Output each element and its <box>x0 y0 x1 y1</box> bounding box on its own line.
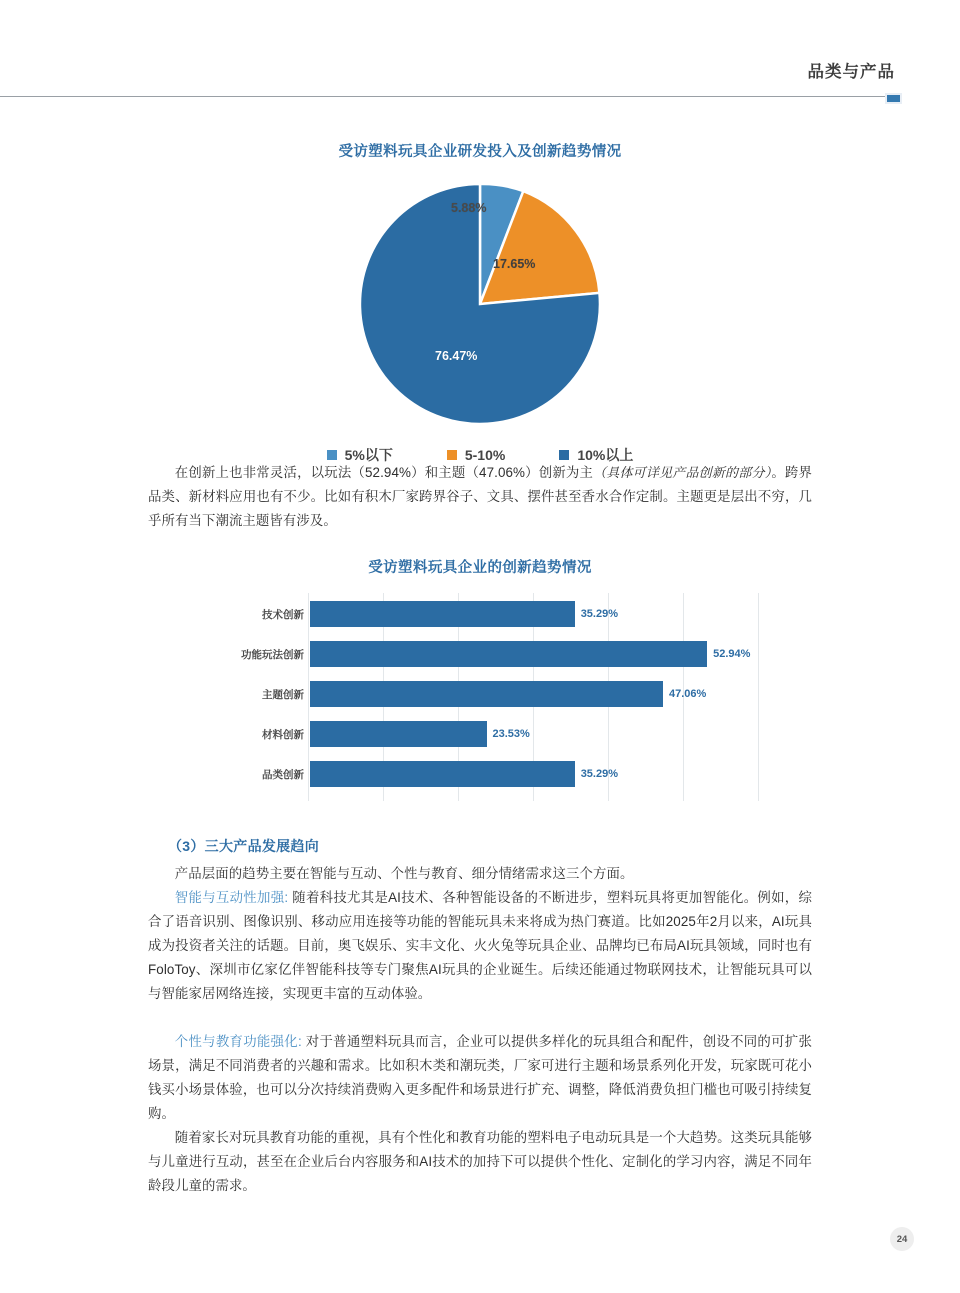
page-header <box>0 0 960 110</box>
paragraph-2-text: 产品层面的趋势主要在智能与互动、个性与教育、细分情绪需求这三个方面。 <box>174 866 634 881</box>
bar-value-tech: 35.29% <box>580 608 618 620</box>
bar-category-tech: 技术创新 <box>262 608 304 621</box>
bar-chart-section <box>0 556 960 801</box>
legend-label-5-to-10: 5-10% <box>464 447 506 463</box>
bar-fill-theme <box>310 681 663 707</box>
legend-swatch-icon-under-5 <box>327 450 337 460</box>
bar-category-category: 品类创新 <box>262 768 304 781</box>
paragraph-5-text: 随着家长对玩具教育功能的重视，具有个性化和教育功能的塑料电子电动玩具是一个大趋势。这类玩具能够与儿童进行互动，甚至在企业后台内容服务和AI技术的加持下可以提供个性化、定制化的学习内容，满足不同年龄段儿童的需求。 <box>148 1130 812 1193</box>
section-heading-three-trends: （3）三大产品发展趋向 <box>168 838 320 854</box>
bar-category-function: 功能玩法创新 <box>241 648 304 661</box>
pie-label-over-10: 76.47% <box>435 349 478 363</box>
pie-label-5-to-10: 17.65% <box>493 257 536 271</box>
bar-value-theme: 47.06% <box>669 688 707 700</box>
pie-chart-section <box>0 140 960 465</box>
bar-fill-category <box>310 761 575 787</box>
bar-fill-material <box>310 721 487 747</box>
bar-fill-function <box>310 641 707 667</box>
paragraph-parent-education-focus <box>148 1126 812 1198</box>
bar-category-theme: 主题创新 <box>262 688 304 701</box>
legend-label-over-10: 10%以上 <box>577 447 634 463</box>
legend-swatch-icon-over-10 <box>559 450 569 460</box>
pie-label-under-5: 5.88% <box>451 201 487 215</box>
paragraph-innovation-flexibility <box>148 461 812 533</box>
page-number-badge: 24 <box>890 1227 914 1251</box>
paragraph-1-part-b: 。跨界品类、新材料应用也有不少。比如有积木厂家跨界谷子、文具、摆件甚至香水合作定制。主题更是层出不穷，几乎所有当下潮流主题皆有涉及。 <box>148 465 812 528</box>
paragraph-1-note: （具体可详见产品创新的部分） <box>593 465 772 480</box>
legend-label-under-5: 5%以下 <box>344 447 393 463</box>
paragraph-4-body: 对于普通塑料玩具而言，企业可以提供多样化的玩具组合和配件，创设不同的可扩张场景，满足不同消费者的兴趣和需求。比如积木类和潮玩类，厂家可进行主题和场景系列化开发，玩家既可花小钱买小场景体验，也可以分次持续消费购入更多配件和场景进行扩充、调整，降低消费负担门槛也可吸引持续复购。 <box>148 1034 812 1121</box>
pie-chart <box>355 179 605 429</box>
paragraph-1-part-a: 在创新上也非常灵活，以玩法（52.94%）和主题（47.06%）创新为主 <box>174 465 594 480</box>
bar-chart-title: 受访塑料玩具企业的创新趋势情况 <box>368 560 592 576</box>
bar-value-category: 35.29% <box>580 768 618 780</box>
bar-value-material: 23.53% <box>492 728 530 740</box>
paragraph-4-text <box>148 1030 812 1126</box>
bar-value-function: 52.94% <box>713 648 751 660</box>
paragraph-3-text <box>148 886 812 1006</box>
bar-fill-tech <box>310 601 575 627</box>
page-title: 品类与产品 <box>807 63 895 81</box>
bar-row-category <box>200 761 760 787</box>
bar-row-tech <box>200 601 760 627</box>
bar-chart-rows <box>200 593 760 801</box>
header-divider <box>0 96 888 97</box>
bar-row-material <box>200 721 760 747</box>
bar-row-theme <box>200 681 760 707</box>
header-accent-square-icon <box>885 93 902 104</box>
bar-row-function <box>200 641 760 667</box>
paragraph-3-body: 随着科技尤其是AI技术、各种智能设备的不断进步，塑料玩具将更加智能化。例如，综合了语音识别、图像识别、移动应用连接等功能的智能玩具未来将成为热门赛道。比如2025年2月以来，AI玩具成为投资者关注的话题。目前，奥飞娱乐、实丰文化、火火兔等玩具企业、品牌均已布局AI玩具领域，同时也有FoloToy、深圳市亿家亿伴智能科技等专门聚焦AI玩具的企业诞生。后续还能通过物联网技术，让智能玩具可以与智能家居网络连接，实现更丰富的互动体验。 <box>148 890 812 1001</box>
bar-category-material: 材料创新 <box>262 728 304 741</box>
paragraph-smart-interaction <box>148 886 812 1006</box>
pie-chart-svg <box>355 179 605 429</box>
paragraph-text <box>148 461 812 533</box>
legend-swatch-icon-5-to-10 <box>447 450 457 460</box>
paragraph-4-term: 个性与教育功能强化: <box>174 1034 302 1049</box>
bar-chart <box>200 593 760 801</box>
paragraph-personalization-education <box>148 1030 812 1126</box>
pie-chart-title: 受访塑料玩具企业研发投入及创新趋势情况 <box>338 144 622 160</box>
paragraph-3-term: 智能与互动性加强: <box>174 890 289 905</box>
paragraph-product-level-overview <box>148 862 812 886</box>
